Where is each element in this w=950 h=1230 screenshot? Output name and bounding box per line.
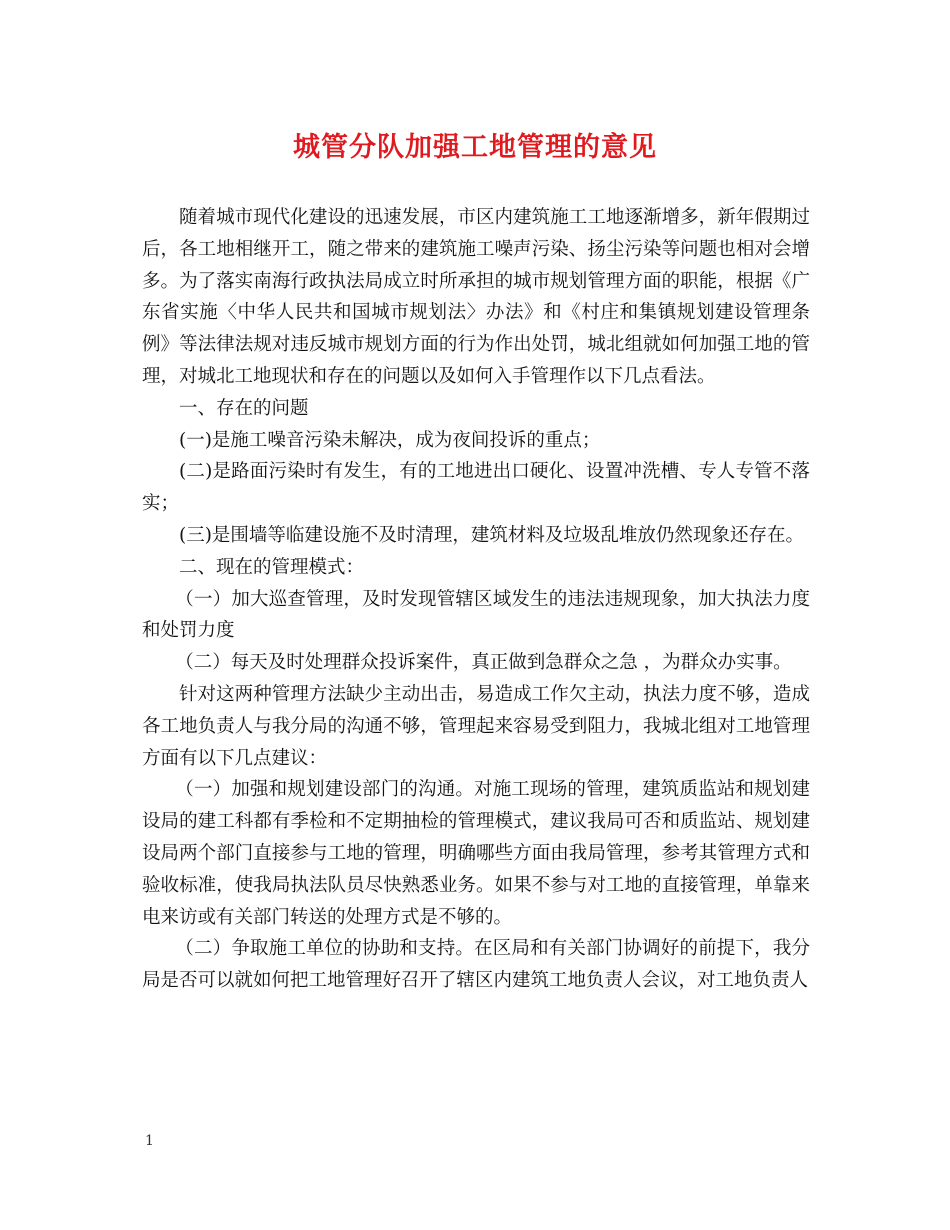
- document-body: [142, 202, 810, 997]
- management-item-2: （二）每天及时处理群众投诉案件，真正做到急群众之急 ，为群众办实事。: [175, 652, 792, 674]
- section-heading-management: 二、现在的管理模式：: [179, 556, 365, 578]
- problem-item-1: (一)是施工噪音污染未解决，成为夜间投诉的重点；: [179, 429, 601, 451]
- suggestion-item-1: （一）加强和规划建设部门的沟通。对施工现场的管理，建筑质监站和规划建设局的建工科都有季检和不定期抽检的管理模式，建议我局可否和质监站、规划建设局两个部门直接参与工地的管理，明确哪些方面由我局管理，参考其管理方式和验收标准，使我局执法队员尽快熟悉业务。如果不参与对工地的直接管理，单靠来电来访或有关部门转送的处理方式是不够的。: [142, 779, 810, 928]
- section-heading-problems: 一、存在的问题: [179, 397, 309, 419]
- page-number: 1: [145, 1133, 154, 1149]
- document-title: 城管分队加强工地管理的意见: [293, 132, 657, 163]
- problem-item-2: (二)是路面污染时有发生，有的工地进出口硬化、设置冲洗槽、专人专管不落实；: [142, 461, 810, 515]
- management-item-1: （一）加大巡查管理，及时发现管辖区域发生的违法违规现象，加大执法力度和处罚力度: [142, 588, 810, 642]
- paragraph-suggestion-intro: 针对这两种管理方法缺少主动出击，易造成工作欠主动，执法力度不够，造成各工地负责人与我分局的沟通不够，管理起来容易受到阻力，我城北组对工地管理方面有以下几点建议：: [142, 683, 810, 769]
- suggestion-item-2: （二）争取施工单位的协助和支持。在区局和有关部门协调好的前提下，我分局是否可以就如何把工地管理好召开了辖区内建筑工地负责人会议，对工地负责人: [142, 938, 810, 992]
- paragraph-intro: 随着城市现代化建设的迅速发展，市区内建筑施工工地逐渐增多，新年假期过后，各工地相继开工，随之带来的建筑施工噪声污染、扬尘污染等问题也相对会增多。为了落实南海行政执法局成立时所承担的城市规划管理方面的职能，根据《广东省实施〈中华人民共和国城市规划法〉办法》和《村庄和集镇规划建设管理条例》等法律法规对违反城市规划方面的行为作出处罚，城北组就如何加强工地的管理，对城北工地现状和存在的问题以及如何入手管理作以下几点看法。: [142, 207, 810, 387]
- problem-item-3: (三)是围墙等临建设施不及时清理，建筑材料及垃圾乱堆放仍然现象还存在。: [179, 524, 804, 546]
